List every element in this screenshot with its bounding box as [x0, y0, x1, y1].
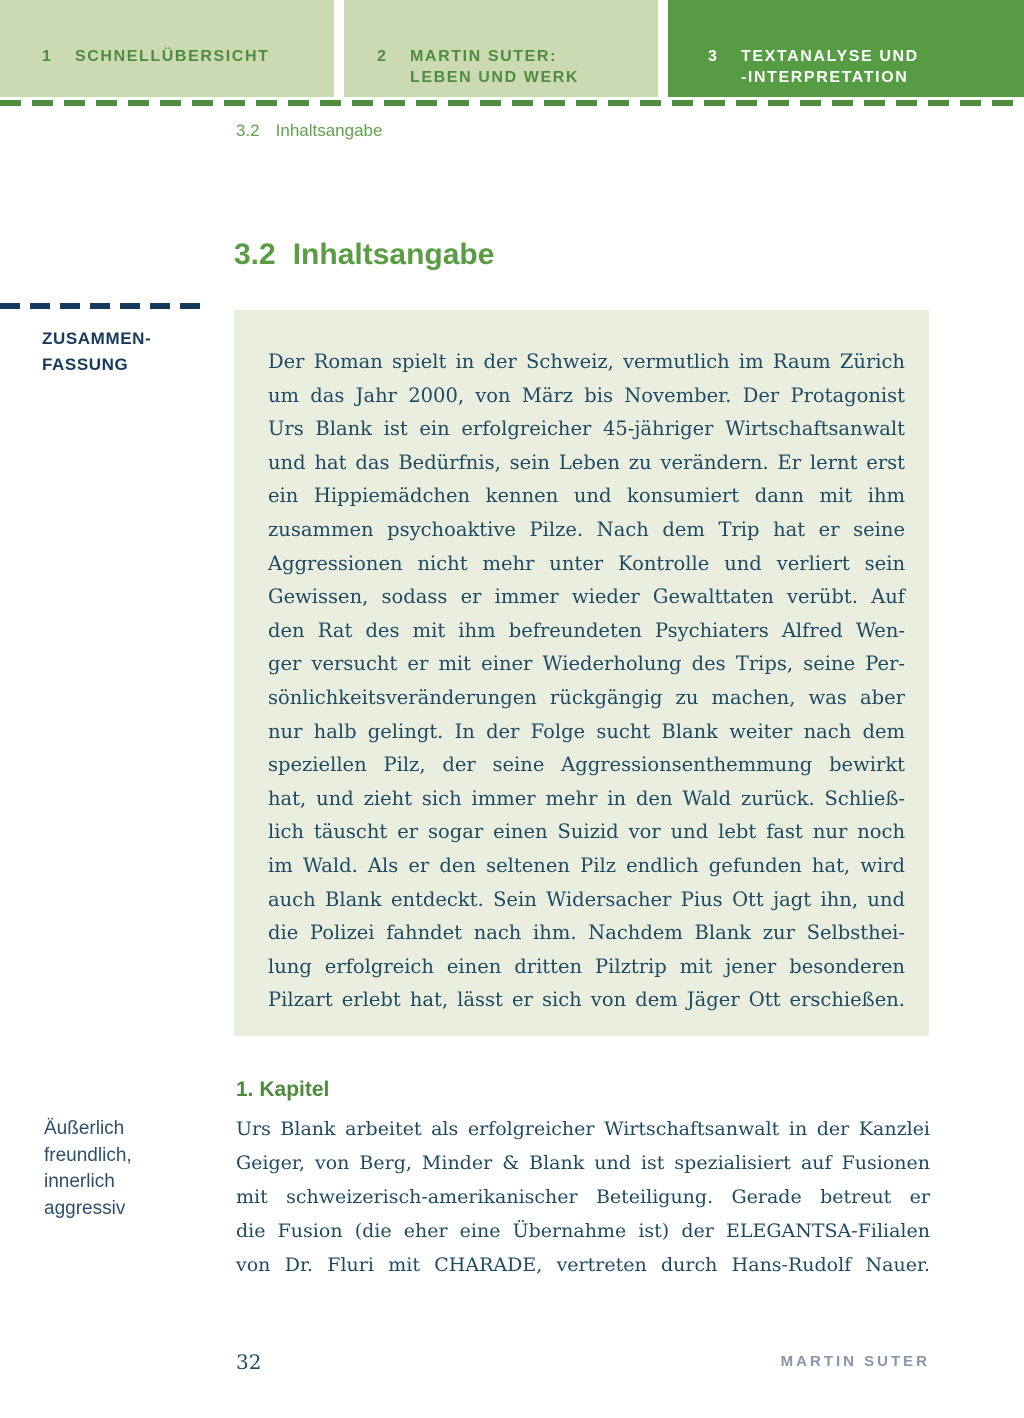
- chapter-1-heading: 1. Kapitel: [236, 1078, 330, 1101]
- chapter-tab-bar: [0, 0, 1024, 97]
- tab-label: TEXTANALYSE UND -INTERPRETATION: [741, 48, 919, 86]
- running-footer-title: MARTIN SUTER: [780, 1353, 930, 1370]
- breadcrumb: [236, 121, 382, 141]
- page-title-number: 3.2: [234, 238, 276, 271]
- tab-martin-suter-leben-und-werk[interactable]: [344, 0, 658, 97]
- sidebar-dashed-divider: [0, 303, 205, 309]
- breadcrumb-section-label: Inhaltsangabe: [275, 121, 383, 140]
- page-title: [234, 238, 494, 272]
- margin-note: Äußerlich freundlich, innerlich aggressiv: [44, 1118, 132, 1219]
- chapter-1-text: Urs Blank arbeitet als erfolgreicher Wirtschaftsanwalt in der Kanzlei Geiger, von Berg, Minder & Blank und ist spezialisiert auf Fusionen mit schweizerisch-amerikanischer Beteiligung. Gerade betreut er die Fusion (die eher eine Übernahme ist) der ELEGANTSA-Filialen von Dr. Fluri mit CHARADE, vertreten durch Hans-Rudolf Nauer.: [236, 1118, 930, 1276]
- summary-box: [234, 310, 929, 1036]
- page-number: 32: [236, 1350, 262, 1374]
- tab-number: 3: [708, 48, 719, 65]
- tab-textanalyse-und-interpretation[interactable]: [668, 0, 1024, 97]
- summary-text: Der Roman spielt in der Schweiz, vermutlich im Raum Zürich um das Jahr 2000, von März bis November. Der Protagonist Urs Blank ist ein erfolgreicher 45-jähriger Wirtschaftsanwalt und hat das Bedürfnis, sein Leben zu verändern. Er lernt erst ein Hippiemädchen kennen und konsumiert dann mit ihm zusammen psychoaktive Pilze. Nach dem Trip hat er seine Aggressionen nicht mehr unter Kontrolle und verliert sein Gewissen, sodass er immer wieder Gewalttaten verübt. Auf den Rat des mit ihm befreundeten Psychiaters Alfred Wen- ger versucht er mit einer Wiederholung des Trips, seine Per- sönlichkeitsveränderungen rückgängig zu machen, was aber nur halb gelingt. In der Folge sucht Blank weiter nach dem speziellen Pilz, der seine Aggressionsenthemmung bewirkt hat, und zieht sich immer mehr in den Wald zurück. Schließ- lich täuscht er sogar einen Suizid vor und lebt fast nur noch im Wald. Als er den seltenen Pilz endlich gefunden hat, wird auch Blank entdeckt. Sein Widersacher Pius Ott jagt ihn, und die Polizei fahndet nach ihm. Nachdem Blank zur Selbsthei- lung erfolgreich einen dritten Pilztrip mit jener besonderen Pilzart erlebt hat, lässt er sich von dem Jäger Ott erschießen.: [268, 350, 905, 1012]
- tab-schnelluebersicht[interactable]: [0, 0, 334, 97]
- tab-number: 1: [42, 48, 53, 65]
- tab-label: SCHNELLÜBERSICHT: [75, 48, 270, 65]
- header-dashed-divider: [0, 100, 1024, 106]
- page-title-label: Inhaltsangabe: [292, 238, 495, 271]
- tab-number: 2: [377, 48, 388, 65]
- tab-label: MARTIN SUTER: LEBEN UND WERK: [410, 48, 580, 86]
- breadcrumb-section-number: 3.2: [236, 121, 260, 140]
- summary-margin-label: ZUSAMMEN- FASSUNG: [42, 329, 152, 374]
